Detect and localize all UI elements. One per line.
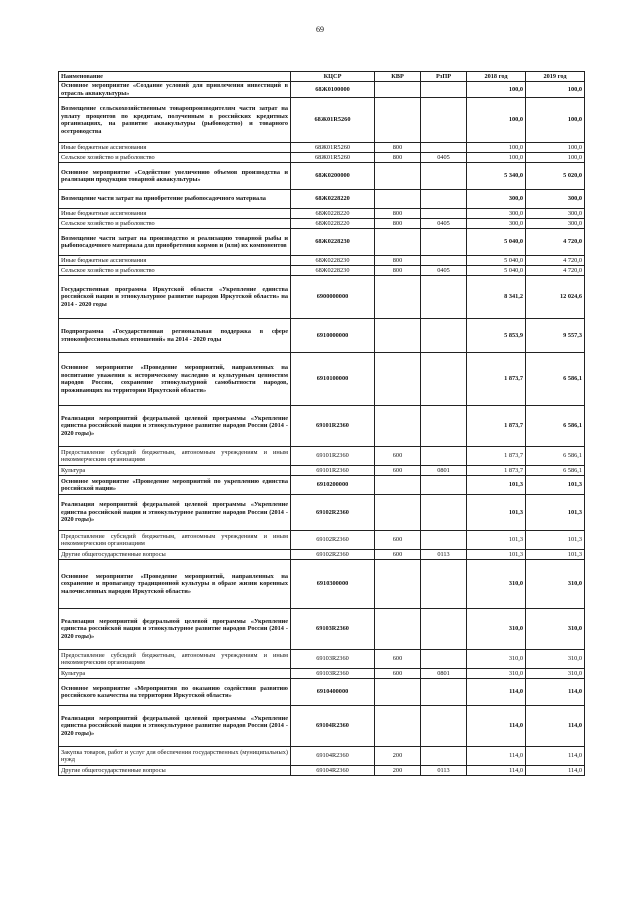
cell-2019: 114,0 xyxy=(526,747,585,766)
cell-name: Реализация мероприятий федеральной целевой программы «Укрепление единства российской нации и этнокультурное развитие народов России (2014 - 2020 годы)» xyxy=(59,706,291,747)
cell-kvr xyxy=(375,98,421,143)
cell-name: Сельское хозяйство и рыболовство xyxy=(59,266,291,276)
cell-2019: 100,0 xyxy=(526,98,585,143)
table-row xyxy=(59,747,585,766)
table-row xyxy=(59,650,585,669)
cell-name: Государственная программа Иркутской области «Укрепление единства российской нации и этнокультурное развитие народов Иркутской области» на 2014 - 2020 годы xyxy=(59,276,291,319)
cell-kcsr: 6900000000 xyxy=(291,276,375,319)
cell-2019: 101,3 xyxy=(526,495,585,531)
table-row xyxy=(59,766,585,776)
cell-rzpr xyxy=(421,650,467,669)
cell-name: Основное мероприятие «Содействие увеличению объемов производства и реализации продукции товарной аквакультуры» xyxy=(59,163,291,190)
cell-name: Другие общегосударственные вопросы xyxy=(59,550,291,560)
cell-2018: 5 853,9 xyxy=(467,319,526,353)
cell-2018: 5 040,0 xyxy=(467,229,526,256)
header-kvr: КВР xyxy=(375,72,421,82)
cell-2019: 310,0 xyxy=(526,609,585,650)
cell-kcsr: 6910400000 xyxy=(291,679,375,706)
table-row xyxy=(59,98,585,143)
cell-2019: 310,0 xyxy=(526,669,585,679)
cell-name: Основное мероприятие «Проведение мероприятий по укреплению единства российской нации» xyxy=(59,476,291,495)
table-row xyxy=(59,163,585,190)
cell-kvr: 800 xyxy=(375,143,421,153)
table-header-row xyxy=(59,72,585,82)
cell-kvr xyxy=(375,706,421,747)
cell-name: Возмещение части затрат на производство и реализацию товарной рыбы и рыбопосадочного материала для приобретения кормов и (или) их компонентов xyxy=(59,229,291,256)
cell-kcsr: 68Ж0228230 xyxy=(291,266,375,276)
cell-name: Предоставление субсидий бюджетным, автономным учреждениям и иным некоммерческим организациям xyxy=(59,650,291,669)
cell-rzpr xyxy=(421,476,467,495)
cell-kcsr: 69102R2360 xyxy=(291,550,375,560)
cell-kcsr: 69103R2360 xyxy=(291,669,375,679)
cell-2019: 100,0 xyxy=(526,153,585,163)
cell-2019: 6 586,1 xyxy=(526,466,585,476)
cell-2019: 114,0 xyxy=(526,766,585,776)
cell-rzpr xyxy=(421,531,467,550)
cell-kcsr: 6910100000 xyxy=(291,353,375,406)
cell-kvr xyxy=(375,476,421,495)
cell-kvr xyxy=(375,353,421,406)
cell-2018: 310,0 xyxy=(467,669,526,679)
cell-2019: 100,0 xyxy=(526,143,585,153)
cell-name: Культура xyxy=(59,466,291,476)
cell-2019: 4 720,0 xyxy=(526,266,585,276)
cell-2019: 310,0 xyxy=(526,560,585,609)
cell-2018: 310,0 xyxy=(467,609,526,650)
header-2018: 2018 год xyxy=(467,72,526,82)
cell-rzpr: 0113 xyxy=(421,550,467,560)
cell-2018: 101,3 xyxy=(467,476,526,495)
table-row xyxy=(59,229,585,256)
table-row xyxy=(59,266,585,276)
table-row xyxy=(59,669,585,679)
cell-kcsr: 69103R2360 xyxy=(291,650,375,669)
table-row xyxy=(59,82,585,98)
cell-2018: 114,0 xyxy=(467,766,526,776)
cell-2018: 300,0 xyxy=(467,219,526,229)
cell-kvr: 200 xyxy=(375,747,421,766)
cell-kcsr: 68Ж0200000 xyxy=(291,163,375,190)
table-row xyxy=(59,447,585,466)
cell-name: Реализация мероприятий федеральной целевой программы «Укрепление единства российской нации и этнокультурное развитие народов России (2014 - 2020 годы)» xyxy=(59,495,291,531)
cell-name: Предоставление субсидий бюджетным, автономным учреждениям и иным некоммерческим организациям xyxy=(59,531,291,550)
cell-name: Предоставление субсидий бюджетным, автономным учреждениям и иным некоммерческим организациям xyxy=(59,447,291,466)
cell-rzpr xyxy=(421,353,467,406)
table-row xyxy=(59,495,585,531)
cell-kcsr: 69103R2360 xyxy=(291,609,375,650)
table-row xyxy=(59,560,585,609)
cell-name: Подпрограмма «Государственная региональная поддержка в сфере этноконфессиональных отношений» на 2014 - 2020 годы xyxy=(59,319,291,353)
table-row xyxy=(59,609,585,650)
cell-kcsr: 68Ж01R5260 xyxy=(291,98,375,143)
cell-kvr: 800 xyxy=(375,153,421,163)
cell-kcsr: 69104R2360 xyxy=(291,766,375,776)
cell-kcsr: 68Ж0228220 xyxy=(291,209,375,219)
cell-rzpr: 0405 xyxy=(421,219,467,229)
cell-kvr: 200 xyxy=(375,766,421,776)
cell-rzpr xyxy=(421,276,467,319)
cell-kcsr: 69102R2360 xyxy=(291,531,375,550)
cell-kvr: 600 xyxy=(375,669,421,679)
header-rzpr: РзПР xyxy=(421,72,467,82)
cell-kvr: 600 xyxy=(375,550,421,560)
cell-2019: 12 024,6 xyxy=(526,276,585,319)
cell-2019: 100,0 xyxy=(526,82,585,98)
cell-kvr: 800 xyxy=(375,256,421,266)
cell-2019: 4 720,0 xyxy=(526,229,585,256)
cell-kvr xyxy=(375,229,421,256)
cell-kcsr: 68Ж0100000 xyxy=(291,82,375,98)
cell-kcsr: 69101R2360 xyxy=(291,406,375,447)
cell-2019: 4 720,0 xyxy=(526,256,585,266)
cell-kcsr: 68Ж01R5260 xyxy=(291,153,375,163)
cell-2018: 101,3 xyxy=(467,550,526,560)
cell-kcsr: 69102R2360 xyxy=(291,495,375,531)
table-row xyxy=(59,219,585,229)
cell-2018: 114,0 xyxy=(467,679,526,706)
cell-2018: 100,0 xyxy=(467,82,526,98)
cell-kvr: 800 xyxy=(375,209,421,219)
cell-2019: 101,3 xyxy=(526,476,585,495)
cell-kcsr: 69104R2360 xyxy=(291,706,375,747)
cell-rzpr xyxy=(421,319,467,353)
cell-kcsr: 69104R2360 xyxy=(291,747,375,766)
table-row xyxy=(59,550,585,560)
table-row xyxy=(59,256,585,266)
cell-2018: 1 873,7 xyxy=(467,466,526,476)
table-row xyxy=(59,706,585,747)
cell-rzpr xyxy=(421,209,467,219)
cell-2018: 5 040,0 xyxy=(467,256,526,266)
cell-name: Реализация мероприятий федеральной целевой программы «Укрепление единства российской нации и этнокультурное развитие народов России (2014 - 2020 годы)» xyxy=(59,406,291,447)
cell-2018: 1 873,7 xyxy=(467,353,526,406)
cell-kvr xyxy=(375,82,421,98)
table-row xyxy=(59,406,585,447)
cell-2019: 101,3 xyxy=(526,531,585,550)
cell-2018: 100,0 xyxy=(467,98,526,143)
cell-kcsr: 6910000000 xyxy=(291,319,375,353)
cell-name: Реализация мероприятий федеральной целевой программы «Укрепление единства российской нации и этнокультурное развитие народов России (2014 - 2020 годы)» xyxy=(59,609,291,650)
cell-rzpr xyxy=(421,609,467,650)
cell-rzpr xyxy=(421,679,467,706)
table-row xyxy=(59,153,585,163)
cell-kvr xyxy=(375,319,421,353)
cell-name: Основное мероприятие «Создание условий для привлечения инвестиций в отрасль аквакультуры» xyxy=(59,82,291,98)
cell-rzpr: 0405 xyxy=(421,266,467,276)
cell-name: Возмещение сельскохозяйственным товаропроизводителям части затрат на уплату процентов по кредитам, полученным в российских кредитных организациях, на развитие аквакультуры (рыбоводство) и товарного осетроводства xyxy=(59,98,291,143)
cell-2019: 300,0 xyxy=(526,219,585,229)
cell-kvr xyxy=(375,609,421,650)
cell-rzpr xyxy=(421,229,467,256)
cell-2019: 6 586,1 xyxy=(526,353,585,406)
table-row xyxy=(59,209,585,219)
header-2019: 2019 год xyxy=(526,72,585,82)
cell-kvr xyxy=(375,679,421,706)
table-row xyxy=(59,190,585,209)
cell-kvr: 600 xyxy=(375,447,421,466)
cell-2018: 8 341,2 xyxy=(467,276,526,319)
cell-kcsr: 69101R2360 xyxy=(291,447,375,466)
table-row xyxy=(59,276,585,319)
cell-kvr xyxy=(375,190,421,209)
cell-2018: 310,0 xyxy=(467,650,526,669)
cell-kvr: 800 xyxy=(375,219,421,229)
cell-2018: 114,0 xyxy=(467,706,526,747)
table-row xyxy=(59,466,585,476)
cell-rzpr: 0113 xyxy=(421,766,467,776)
cell-kcsr: 69101R2360 xyxy=(291,466,375,476)
table-row xyxy=(59,531,585,550)
table-row xyxy=(59,143,585,153)
cell-rzpr xyxy=(421,82,467,98)
cell-rzpr: 0801 xyxy=(421,466,467,476)
cell-kvr xyxy=(375,495,421,531)
cell-2019: 6 586,1 xyxy=(526,406,585,447)
cell-2018: 101,3 xyxy=(467,531,526,550)
cell-rzpr xyxy=(421,495,467,531)
cell-kcsr: 68Ж0228220 xyxy=(291,190,375,209)
cell-rzpr: 0405 xyxy=(421,153,467,163)
page-number: 69 xyxy=(316,25,324,34)
cell-2018: 101,3 xyxy=(467,495,526,531)
cell-kvr: 800 xyxy=(375,266,421,276)
cell-2019: 114,0 xyxy=(526,679,585,706)
table-row xyxy=(59,319,585,353)
cell-kcsr: 68Ж0228230 xyxy=(291,229,375,256)
cell-kcsr: 6910200000 xyxy=(291,476,375,495)
cell-2018: 100,0 xyxy=(467,143,526,153)
cell-name: Культура xyxy=(59,669,291,679)
cell-name: Закупка товаров, работ и услуг для обеспечения государственных (муниципальных) нужд xyxy=(59,747,291,766)
cell-kvr xyxy=(375,276,421,319)
cell-rzpr xyxy=(421,143,467,153)
cell-2018: 1 873,7 xyxy=(467,406,526,447)
cell-kvr xyxy=(375,406,421,447)
cell-2019: 114,0 xyxy=(526,706,585,747)
cell-rzpr xyxy=(421,406,467,447)
cell-kcsr: 68Ж01R5260 xyxy=(291,143,375,153)
cell-name: Возмещение части затрат на приобретение рыбопосадочного материала xyxy=(59,190,291,209)
cell-kcsr: 68Ж0228220 xyxy=(291,219,375,229)
cell-rzpr xyxy=(421,560,467,609)
cell-2019: 5 020,0 xyxy=(526,163,585,190)
cell-name: Другие общегосударственные вопросы xyxy=(59,766,291,776)
cell-name: Сельское хозяйство и рыболовство xyxy=(59,219,291,229)
cell-kvr: 600 xyxy=(375,531,421,550)
cell-2018: 300,0 xyxy=(467,209,526,219)
cell-2019: 300,0 xyxy=(526,190,585,209)
cell-2018: 5 040,0 xyxy=(467,266,526,276)
cell-rzpr xyxy=(421,747,467,766)
cell-kcsr: 68Ж0228230 xyxy=(291,256,375,266)
cell-2018: 5 340,0 xyxy=(467,163,526,190)
header-name: Наименование xyxy=(59,72,291,82)
cell-rzpr xyxy=(421,447,467,466)
cell-2018: 114,0 xyxy=(467,747,526,766)
table-row xyxy=(59,679,585,706)
cell-rzpr xyxy=(421,163,467,190)
cell-kvr xyxy=(375,163,421,190)
cell-2019: 310,0 xyxy=(526,650,585,669)
cell-name: Иные бюджетные ассигнования xyxy=(59,256,291,266)
table-row xyxy=(59,476,585,495)
cell-2018: 1 873,7 xyxy=(467,447,526,466)
cell-name: Сельское хозяйство и рыболовство xyxy=(59,153,291,163)
cell-name: Иные бюджетные ассигнования xyxy=(59,143,291,153)
cell-2019: 101,3 xyxy=(526,550,585,560)
cell-2018: 310,0 xyxy=(467,560,526,609)
cell-rzpr: 0801 xyxy=(421,669,467,679)
cell-rzpr xyxy=(421,190,467,209)
cell-name: Иные бюджетные ассигнования xyxy=(59,209,291,219)
cell-rzpr xyxy=(421,256,467,266)
table-row xyxy=(59,353,585,406)
cell-2019: 9 557,3 xyxy=(526,319,585,353)
cell-rzpr xyxy=(421,98,467,143)
cell-2019: 300,0 xyxy=(526,209,585,219)
cell-rzpr xyxy=(421,706,467,747)
cell-name: Основное мероприятие «Проведение мероприятий, направленных на воспитание уважения к историческому наследию и культурным ценностям народов России, сохранение этнокультурной самобытности народов, проживающих на территории Иркутской области» xyxy=(59,353,291,406)
table-body xyxy=(59,82,585,776)
cell-name: Основное мероприятие «Проведение мероприятий, направленных на сохранение и пропаганду традиционной культуры в образе жизни коренных малочисленных народов Иркутской области» xyxy=(59,560,291,609)
header-kcsr: КЦСР xyxy=(291,72,375,82)
cell-2018: 300,0 xyxy=(467,190,526,209)
budget-table xyxy=(58,71,585,776)
cell-kvr: 600 xyxy=(375,466,421,476)
cell-kcsr: 6910300000 xyxy=(291,560,375,609)
cell-2018: 100,0 xyxy=(467,153,526,163)
cell-name: Основное мероприятие «Мероприятия по оказанию содействия развитию российского казачества на территории Иркутской области» xyxy=(59,679,291,706)
cell-kvr: 600 xyxy=(375,650,421,669)
cell-kvr xyxy=(375,560,421,609)
cell-2019: 6 586,1 xyxy=(526,447,585,466)
